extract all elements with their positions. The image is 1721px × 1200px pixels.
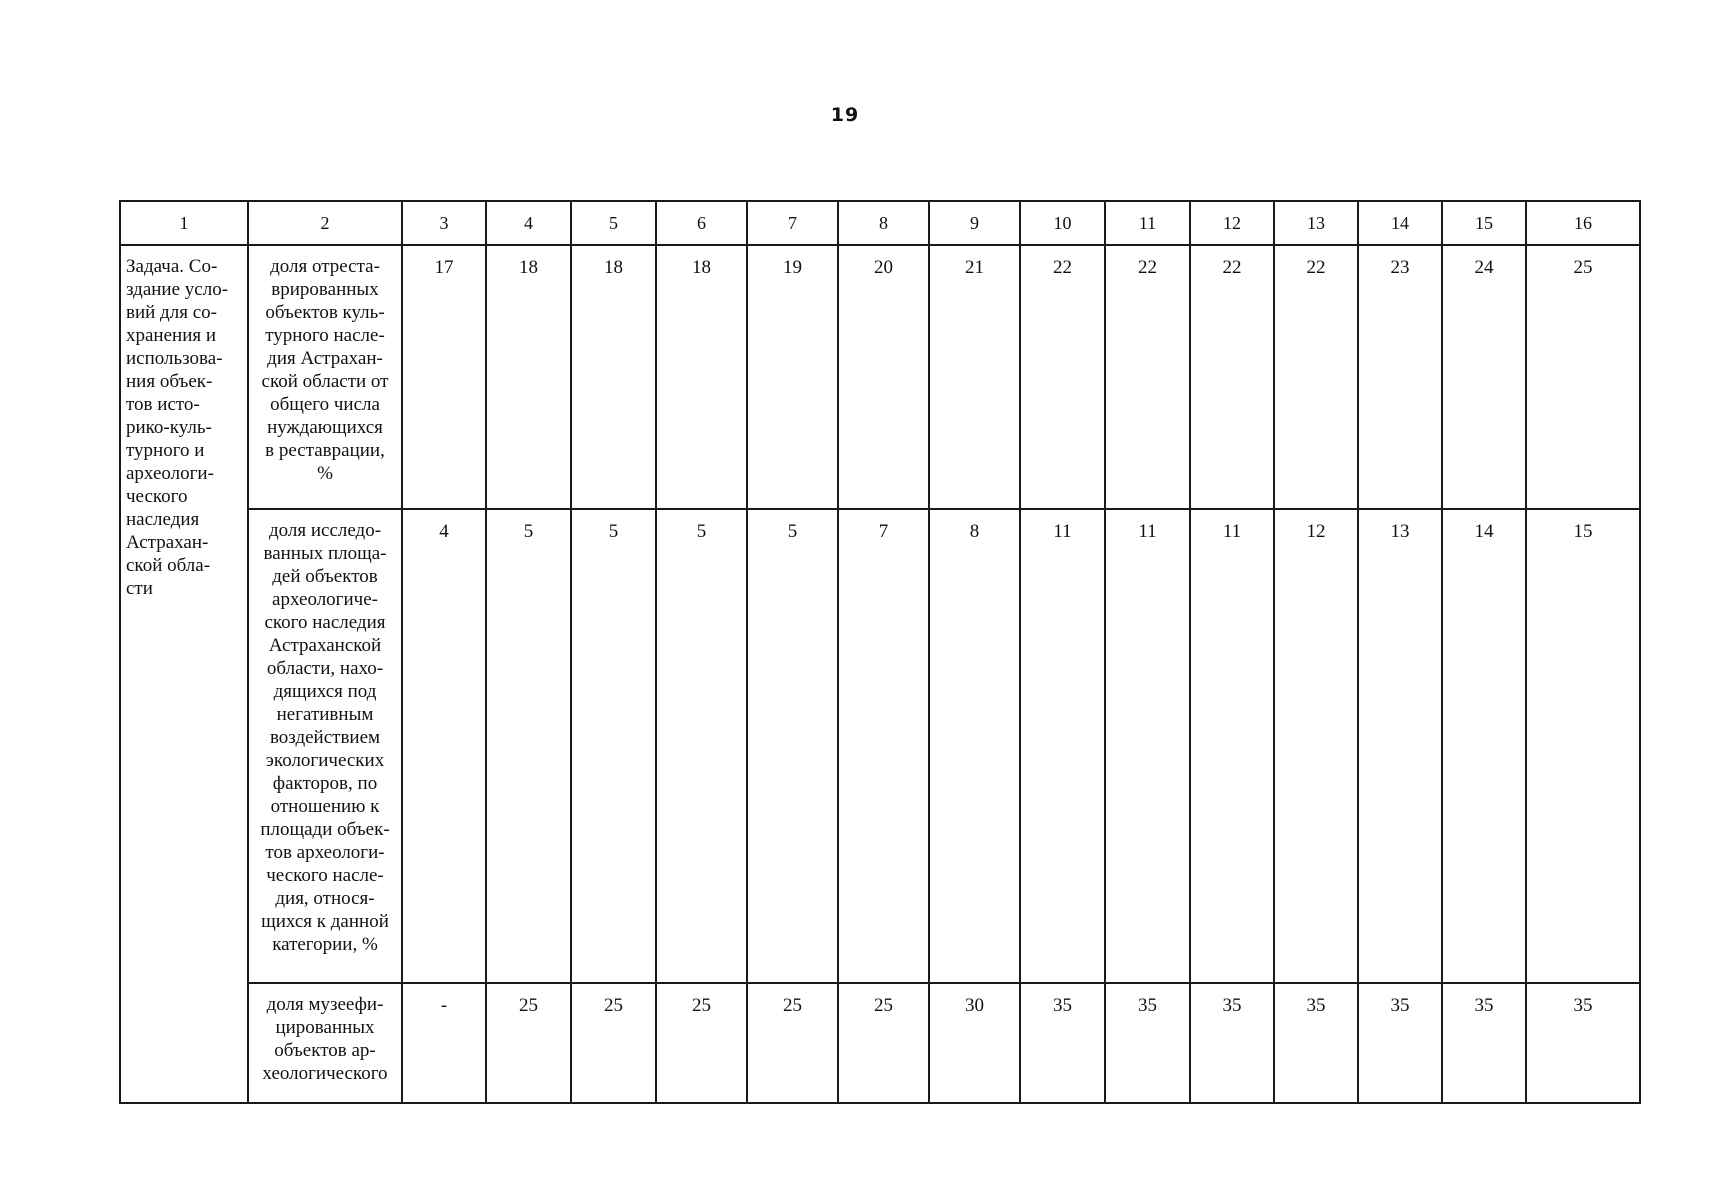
- task-description-line: Астрахан-: [126, 532, 209, 553]
- indicator-value-cell: 35: [1526, 983, 1640, 1103]
- indicator-value-cell: 11: [1190, 509, 1274, 983]
- column-number-header: 7: [747, 201, 838, 245]
- page-number: 19: [830, 104, 860, 126]
- task-description-line: сти: [126, 578, 153, 599]
- indicator-name-line: турного насле-: [265, 325, 385, 346]
- indicator-value-cell: 24: [1442, 245, 1526, 509]
- indicator-name-cell: [248, 245, 402, 509]
- indicator-value-cell: 35: [1105, 983, 1190, 1103]
- indicator-value-cell: 5: [486, 509, 571, 983]
- indicator-name-cell: [248, 983, 402, 1103]
- indicator-name-line: %: [317, 463, 333, 484]
- indicator-value-cell: 22: [1190, 245, 1274, 509]
- column-number-header: 14: [1358, 201, 1442, 245]
- indicator-value-cell: 35: [1274, 983, 1358, 1103]
- indicator-value-cell: 5: [747, 509, 838, 983]
- indicator-value-cell: 25: [747, 983, 838, 1103]
- task-description-line: ской обла-: [126, 555, 211, 576]
- indicator-value-cell: 14: [1442, 509, 1526, 983]
- indicator-value-cell: 22: [1105, 245, 1190, 509]
- indicator-name-line: объектов ар-: [274, 1040, 376, 1061]
- task-description-line: Задача. Со-: [126, 256, 218, 277]
- indicator-value-cell: 25: [1526, 245, 1640, 509]
- indicator-name-line: площади объек-: [260, 819, 390, 840]
- indicator-value-cell: 23: [1358, 245, 1442, 509]
- indicator-value-cell: 18: [656, 245, 747, 509]
- indicator-value-cell: 25: [656, 983, 747, 1103]
- indicator-name-line: воздействием: [269, 727, 381, 748]
- indicator-name-line: ской области от: [261, 371, 389, 392]
- indicators-table: [119, 200, 1641, 1104]
- column-number-header: 15: [1442, 201, 1526, 245]
- indicator-value-cell: 20: [838, 245, 929, 509]
- task-description-line: здание усло-: [126, 279, 229, 300]
- indicator-value-cell: 35: [1190, 983, 1274, 1103]
- task-description-line: хранения и: [126, 325, 217, 346]
- indicator-name-line: тов археологи-: [265, 842, 385, 863]
- indicator-value-cell: 19: [747, 245, 838, 509]
- indicator-row: [120, 245, 1640, 509]
- indicator-value-cell: 25: [571, 983, 656, 1103]
- column-number-header: 8: [838, 201, 929, 245]
- column-number-header: 12: [1190, 201, 1274, 245]
- column-number-header: 16: [1526, 201, 1640, 245]
- indicator-name-line: щихся к данной: [261, 911, 389, 932]
- indicator-name-line: цированных: [275, 1017, 375, 1038]
- indicator-name-line: области, нахо-: [266, 658, 384, 679]
- indicator-value-cell: 13: [1358, 509, 1442, 983]
- indicator-name-line: дия, относя-: [275, 888, 375, 909]
- column-number-header: 10: [1020, 201, 1105, 245]
- indicator-value-cell: 12: [1274, 509, 1358, 983]
- indicator-value-cell: 11: [1020, 509, 1105, 983]
- column-number-header: 4: [486, 201, 571, 245]
- indicator-name-line: Астраханской: [268, 635, 382, 656]
- indicator-value-cell: 21: [929, 245, 1020, 509]
- task-description-line: наследия: [126, 509, 200, 530]
- task-description-line: турного и: [126, 440, 205, 461]
- indicator-name-line: категории, %: [272, 934, 378, 955]
- indicator-name-line: ского наследия: [264, 612, 386, 633]
- indicator-name-line: доля музеефи-: [266, 994, 384, 1015]
- indicator-value-cell: 17: [402, 245, 486, 509]
- indicator-value-cell: 15: [1526, 509, 1640, 983]
- indicator-value-cell: -: [402, 983, 486, 1103]
- task-description-line: тов исто-: [126, 394, 200, 415]
- indicator-value-cell: 5: [571, 509, 656, 983]
- column-number-header: 3: [402, 201, 486, 245]
- task-description-line: ческого: [126, 486, 188, 507]
- task-description-line: вий для со-: [126, 302, 217, 323]
- indicator-name-line: общего числа: [270, 394, 380, 415]
- indicator-name-line: дящихся под: [273, 681, 377, 702]
- indicator-name-line: врированных: [271, 279, 379, 300]
- column-number-header: 11: [1105, 201, 1190, 245]
- indicator-value-cell: 18: [571, 245, 656, 509]
- indicator-value-cell: 25: [486, 983, 571, 1103]
- column-number-header: 13: [1274, 201, 1358, 245]
- indicator-name-line: в реставрации,: [265, 440, 385, 461]
- column-number-header: 9: [929, 201, 1020, 245]
- indicator-name-line: нуждающихся: [267, 417, 383, 438]
- indicator-name-line: ческого насле-: [266, 865, 384, 886]
- column-number-header: 6: [656, 201, 747, 245]
- indicator-value-cell: 30: [929, 983, 1020, 1103]
- indicator-name-line: доля отреста-: [270, 256, 380, 277]
- indicator-value-cell: 35: [1020, 983, 1105, 1103]
- task-description-line: археологи-: [126, 463, 214, 484]
- indicator-row: [120, 983, 1640, 1103]
- column-number-row: [120, 201, 1640, 245]
- indicator-value-cell: 11: [1105, 509, 1190, 983]
- task-description-line: использова-: [126, 348, 223, 369]
- indicator-name-line: дей объектов: [272, 566, 378, 587]
- indicator-value-cell: 25: [838, 983, 929, 1103]
- indicator-value-cell: 22: [1020, 245, 1105, 509]
- column-number-header: 2: [248, 201, 402, 245]
- indicator-name-line: археологиче-: [272, 589, 378, 610]
- indicator-value-cell: 8: [929, 509, 1020, 983]
- indicator-row: [120, 509, 1640, 983]
- indicator-name-line: доля исследо-: [268, 520, 382, 541]
- indicator-name-cell: [248, 509, 402, 983]
- indicator-value-cell: 35: [1358, 983, 1442, 1103]
- indicator-value-cell: 7: [838, 509, 929, 983]
- task-description-cell: [120, 245, 248, 1103]
- column-number-header: 1: [120, 201, 248, 245]
- indicator-name-line: дия Астрахан-: [267, 348, 383, 369]
- indicator-name-line: факторов, по: [272, 773, 378, 794]
- indicator-name-line: негативным: [276, 704, 374, 725]
- indicator-value-cell: 4: [402, 509, 486, 983]
- indicator-value-cell: 5: [656, 509, 747, 983]
- task-description-line: ния объек-: [126, 371, 213, 392]
- indicator-value-cell: 22: [1274, 245, 1358, 509]
- indicator-value-cell: 18: [486, 245, 571, 509]
- indicator-name-line: объектов куль-: [265, 302, 385, 323]
- indicator-value-cell: 35: [1442, 983, 1526, 1103]
- indicator-name-line: хеологического: [262, 1063, 388, 1084]
- indicator-name-line: экологических: [265, 750, 385, 771]
- indicator-name-line: отношению к: [270, 796, 380, 817]
- task-description-line: рико-куль-: [126, 417, 212, 438]
- indicator-name-line: ванных площа-: [263, 543, 387, 564]
- column-number-header: 5: [571, 201, 656, 245]
